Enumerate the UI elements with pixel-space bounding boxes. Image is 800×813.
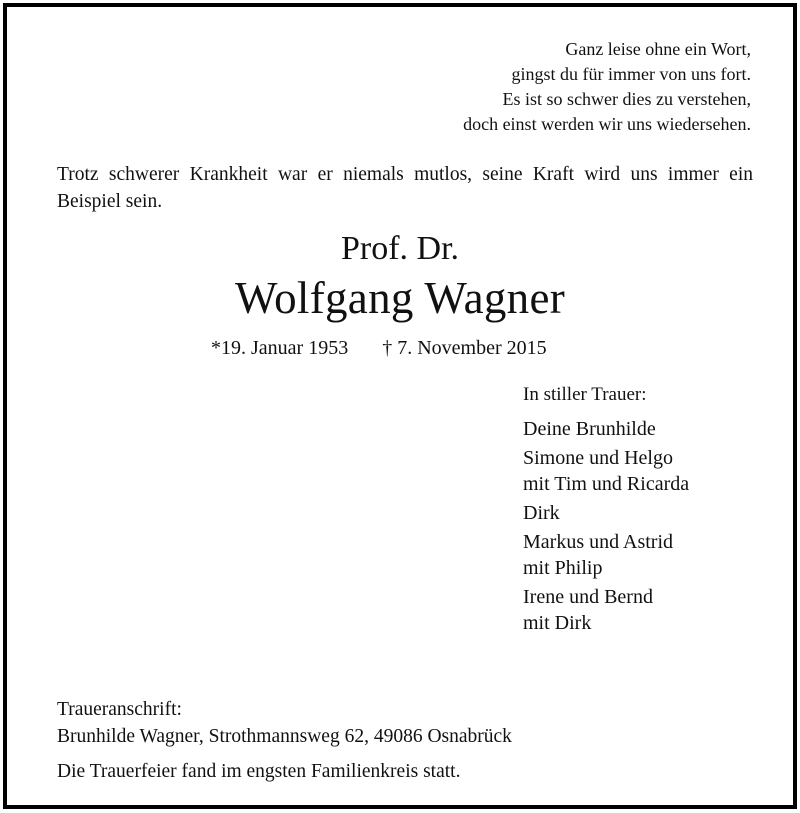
deceased-title: Prof. Dr.	[340, 230, 460, 267]
mourners-list	[523, 382, 689, 639]
address-label: Traueranschrift:	[57, 699, 182, 720]
poem-line: Es ist so schwer dies zu verstehen,	[502, 89, 751, 109]
mourner-line: Markus und Astrid	[523, 531, 673, 553]
mourner-line: mit Dirk	[523, 612, 592, 634]
death-date: † 7. November 2015	[382, 337, 547, 359]
poem-line: Ganz leise ohne ein Wort,	[565, 39, 751, 59]
mourner-line: mit Philip	[523, 557, 603, 579]
deceased-name: Wolfgang Wagner	[234, 273, 566, 323]
mourner-group	[523, 445, 689, 497]
funeral-notice: Die Trauerfeier fand im engsten Familienkreis statt.	[57, 761, 461, 782]
birth-date: *19. Januar 1953	[211, 337, 349, 359]
obituary-frame	[3, 3, 797, 809]
life-dates	[211, 335, 547, 361]
mourners-heading: In stiller Trauer:	[523, 384, 647, 405]
mourner-line: Dirk	[523, 502, 560, 524]
mourner-line: mit Tim und Ricarda	[523, 473, 690, 495]
footer	[57, 696, 512, 785]
poem	[463, 37, 751, 137]
mourner-line: Irene und Bernd	[523, 586, 653, 608]
mourner-line: Simone und Helgo	[523, 447, 673, 469]
mourner-group	[523, 500, 689, 526]
mourner-group	[523, 416, 689, 442]
mourning-address: Brunhilde Wagner, Strothmannsweg 62, 49086 Osnabrück	[57, 726, 512, 747]
poem-line: doch einst werden wir uns wiedersehen.	[463, 114, 751, 134]
intro-text: Trotz schwerer Krankheit war er niemals mutlos, seine Kraft wird uns immer ein Beispiel sein.	[57, 164, 753, 212]
mourner-line: Deine Brunhilde	[523, 418, 656, 440]
poem-line: gingst du für immer von uns fort.	[511, 64, 751, 84]
mourner-group	[523, 529, 689, 581]
mourner-group	[523, 584, 689, 636]
